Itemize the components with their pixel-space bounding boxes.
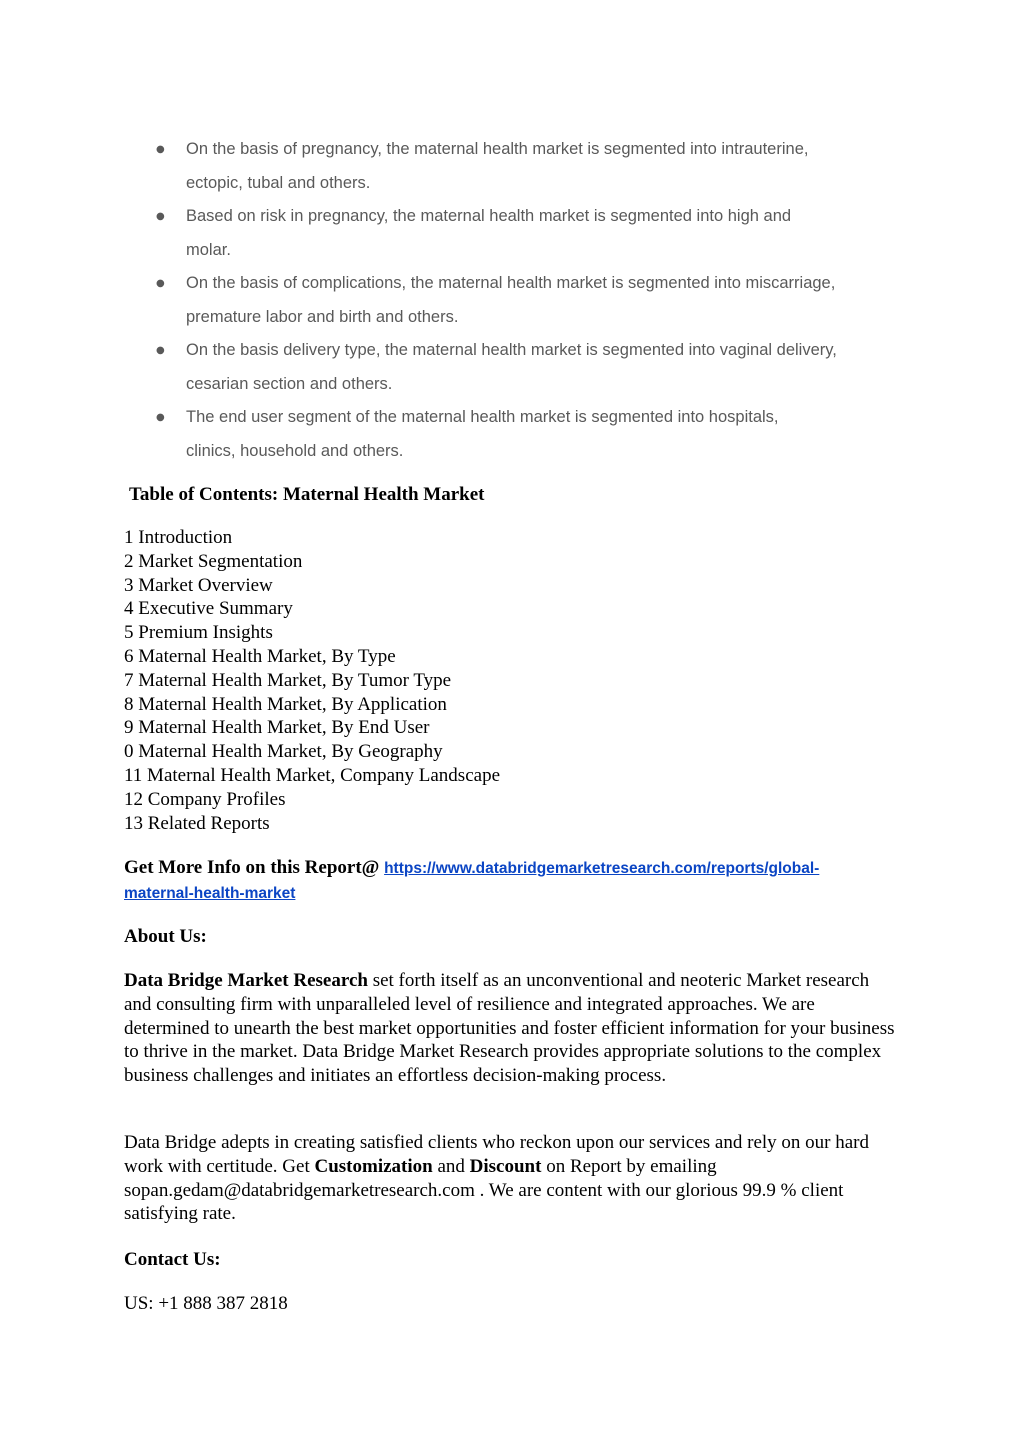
bullet-text-line: On the basis of pregnancy, the maternal health market is segmented into intrauterine,: [186, 140, 809, 158]
bullet-text-line: On the basis of complications, the maternal health market is segmented into miscarriage,: [186, 274, 836, 292]
about-paragraph-1-text: set forth itself as an unconventional and neoteric Market research and consulting firm with unparalleled level of resilience and integrated approaches. We are determined to unearth the best market opportunities and foster efficient information for your business to thrive in the market. Data Bridge Market Research provides appropriate solutions to the complex business challenges and initiates an effortless decision-making process.: [124, 970, 895, 1087]
bullet-icon: ●: [156, 278, 165, 289]
bullet-text-line: The end user segment of the maternal health market is segmented into hospitals,: [186, 408, 779, 426]
toc-item: 8 Maternal Health Market, By Application: [124, 693, 447, 715]
more-info-line: [124, 856, 914, 905]
report-link-part1[interactable]: https://www.databridgemarketresearch.com/reports/global-: [384, 860, 820, 877]
bullet-item: [0, 200, 906, 267]
bullet-item: [0, 133, 906, 200]
bullet-text-line: Based on risk in pregnancy, the maternal health market is segmented into high and: [186, 207, 792, 225]
about-paragraph-2-text-c: on Report by emailing sopan.gedam@databridgemarketresearch.com . We are content with our glorious 99.9 % client satisfying rate.: [124, 1155, 844, 1225]
toc-item: 13 Related Reports: [124, 812, 270, 834]
toc-item: 12 Company Profiles: [124, 788, 286, 810]
toc-item: 3 Market Overview: [124, 574, 273, 596]
toc-item: 6 Maternal Health Market, By Type: [124, 645, 396, 667]
toc-item: 5 Premium Insights: [124, 622, 273, 644]
report-link-part2[interactable]: maternal-health-market: [124, 884, 296, 902]
toc-item: 0 Maternal Health Market, By Geography: [124, 741, 443, 763]
bullet-item: [0, 401, 906, 468]
about-paragraph-2-text-b: and: [432, 1155, 470, 1177]
bullet-text-line: premature labor and birth and others.: [186, 307, 459, 326]
bullet-text-line: cesarian section and others.: [186, 374, 393, 393]
toc-item: 11 Maternal Health Market, Company Landscape: [124, 764, 501, 786]
bullet-icon: ●: [156, 144, 165, 155]
about-paragraph-2-text-a: Data Bridge adepts in creating satisfied clients who reckon upon our services and rely on our hard work with certitude. Get: [124, 1132, 869, 1177]
about-heading: About Us:: [124, 926, 207, 947]
toc-item: 7 Maternal Health Market, By Tumor Type: [124, 669, 452, 691]
discount-emphasis: Discount: [469, 1155, 542, 1177]
bullet-text-line: On the basis delivery type, the maternal health market is segmented into vaginal delivery,: [186, 341, 837, 359]
bullet-icon: ●: [156, 345, 165, 356]
about-paragraph-2: [124, 1131, 899, 1226]
customization-emphasis: Customization: [314, 1155, 433, 1177]
more-info-label: Get More Info on this Report@: [124, 857, 380, 878]
toc-item: 9 Maternal Health Market, By End User: [124, 717, 430, 739]
contact-heading: Contact Us:: [124, 1249, 221, 1270]
bullet-icon: ●: [156, 211, 165, 222]
bullet-icon: ●: [156, 412, 165, 423]
segmentation-bullet-list: [0, 133, 1023, 468]
about-paragraph-1: [124, 969, 899, 1088]
toc-item: 2 Market Segmentation: [124, 550, 303, 572]
bullet-text-line: molar.: [186, 240, 231, 259]
bullet-item: [0, 267, 906, 334]
toc-list: [124, 526, 500, 835]
toc-item: 4 Executive Summary: [124, 598, 293, 620]
bullet-text-line: ectopic, tubal and others.: [186, 173, 371, 192]
contact-phone: US: +1 888 387 2818: [124, 1293, 288, 1314]
toc-heading: Table of Contents: Maternal Health Market: [129, 484, 485, 505]
bullet-item: [0, 334, 906, 401]
toc-item: 1 Introduction: [124, 527, 233, 548]
company-name: Data Bridge Market Research: [124, 970, 368, 991]
bullet-text-line: clinics, household and others.: [186, 441, 404, 460]
